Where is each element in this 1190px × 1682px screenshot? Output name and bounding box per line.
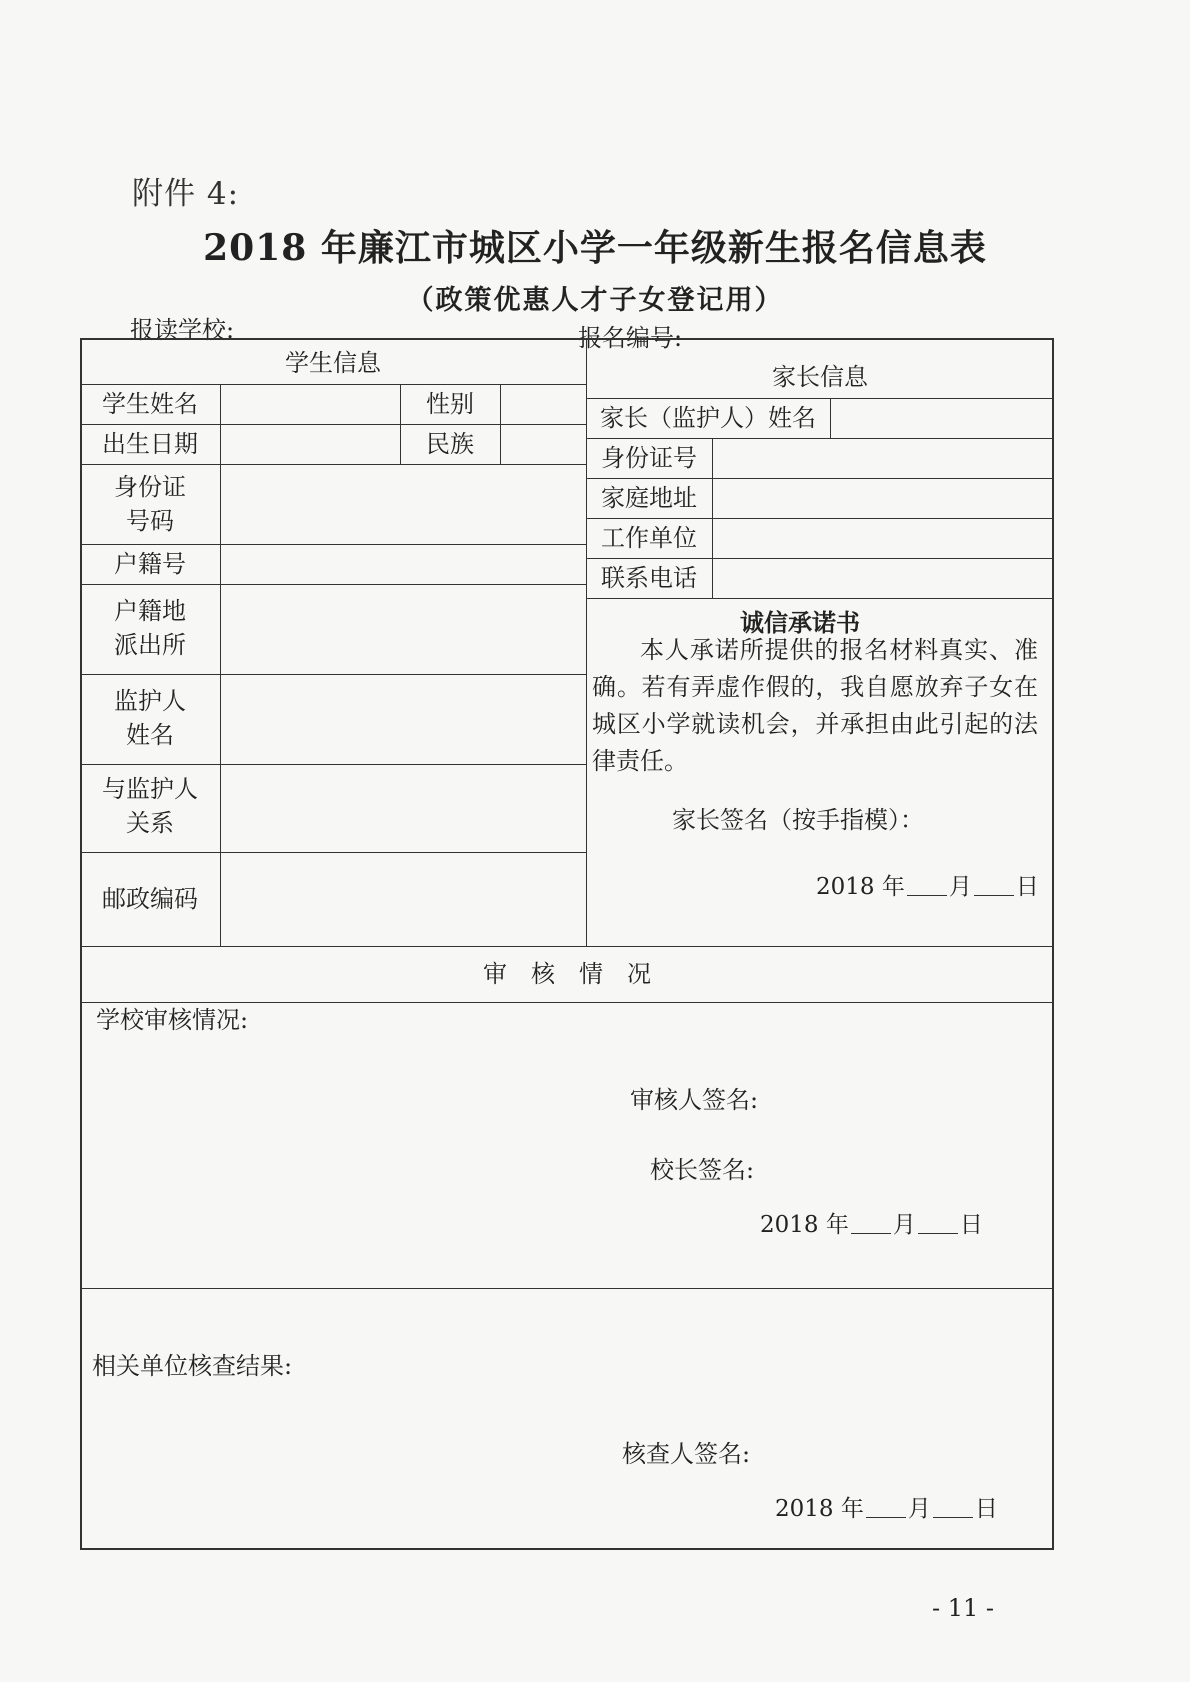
page-subtitle: （政策优惠人才子女登记用） bbox=[406, 285, 784, 316]
ethnicity-label: 民族 bbox=[426, 430, 474, 458]
row-line bbox=[586, 518, 1054, 519]
postcode-label: 邮政编码 bbox=[102, 885, 198, 913]
promise-text: 本人承诺所提供的报名材料真实、准确。若有弄虚作假的，我自愿放弃子女在城区小学就读机会，并承担由此引起的法律责任。 bbox=[592, 636, 1038, 775]
student-id-label: 身份证 号码 bbox=[114, 473, 186, 535]
row-line bbox=[586, 558, 1054, 559]
row-line bbox=[80, 584, 586, 585]
home-address-label: 家庭地址 bbox=[601, 484, 697, 512]
page-title: 2018 年廉江市城区小学一年级新生报名信息表 bbox=[203, 227, 987, 269]
promise-date: 2018 年 月 日 bbox=[816, 874, 1039, 900]
row-line bbox=[586, 398, 1054, 399]
review-header: 审 核 情 况 bbox=[483, 960, 651, 988]
phone-label: 联系电话 bbox=[601, 564, 697, 592]
promise-title: 诚信承诺书 bbox=[740, 608, 860, 637]
row-line bbox=[586, 478, 1054, 479]
column-line bbox=[500, 384, 501, 464]
check-date: 2018 年 月 日 bbox=[775, 1496, 998, 1522]
related-unit-result-label: 相关单位核查结果: bbox=[92, 1352, 293, 1380]
page-number: - 11 - bbox=[932, 1594, 995, 1622]
principal-signature-label: 校长签名: bbox=[650, 1156, 755, 1184]
row-line bbox=[80, 424, 586, 425]
column-line bbox=[220, 384, 221, 946]
school-label: 报读学校: bbox=[130, 316, 235, 344]
registration-number-label: 报名编号: bbox=[578, 324, 683, 352]
row-line bbox=[80, 1288, 1054, 1289]
row-line bbox=[80, 464, 586, 465]
hukou-number-label: 户籍号 bbox=[114, 550, 186, 578]
school-review-label: 学校审核情况: bbox=[96, 1006, 249, 1034]
gender-label: 性别 bbox=[426, 390, 474, 418]
row-line bbox=[80, 544, 586, 545]
reviewer-signature-label: 审核人签名: bbox=[630, 1086, 759, 1114]
parent-id-label: 身份证号 bbox=[601, 444, 697, 472]
work-unit-label: 工作单位 bbox=[601, 524, 697, 552]
row-line bbox=[80, 764, 586, 765]
row-line bbox=[80, 852, 586, 853]
guardian-relation-label: 与监护人 关系 bbox=[102, 775, 198, 837]
guardian-name-label: 监护人 姓名 bbox=[114, 687, 186, 749]
row-line bbox=[586, 438, 1054, 439]
student-name-label: 学生姓名 bbox=[102, 390, 198, 418]
row-line bbox=[80, 674, 586, 675]
row-line bbox=[80, 384, 586, 385]
row-line bbox=[586, 598, 1054, 599]
parent-signature-label: 家长签名（按手指模）： bbox=[672, 806, 924, 834]
column-line bbox=[830, 398, 831, 438]
checker-signature-label: 核查人签名: bbox=[622, 1440, 751, 1468]
review-date: 2018 年 月 日 bbox=[760, 1212, 983, 1238]
birth-date-label: 出生日期 bbox=[102, 430, 198, 458]
parent-info-header: 家长信息 bbox=[772, 363, 868, 391]
column-line bbox=[712, 438, 713, 598]
student-info-header: 学生信息 bbox=[285, 349, 381, 377]
parent-name-label: 家长（监护人）姓名 bbox=[600, 404, 816, 432]
attachment-label: 附件 4: bbox=[132, 176, 240, 212]
hukou-police-station-label: 户籍地 派出所 bbox=[114, 597, 186, 659]
row-line bbox=[80, 946, 1054, 947]
